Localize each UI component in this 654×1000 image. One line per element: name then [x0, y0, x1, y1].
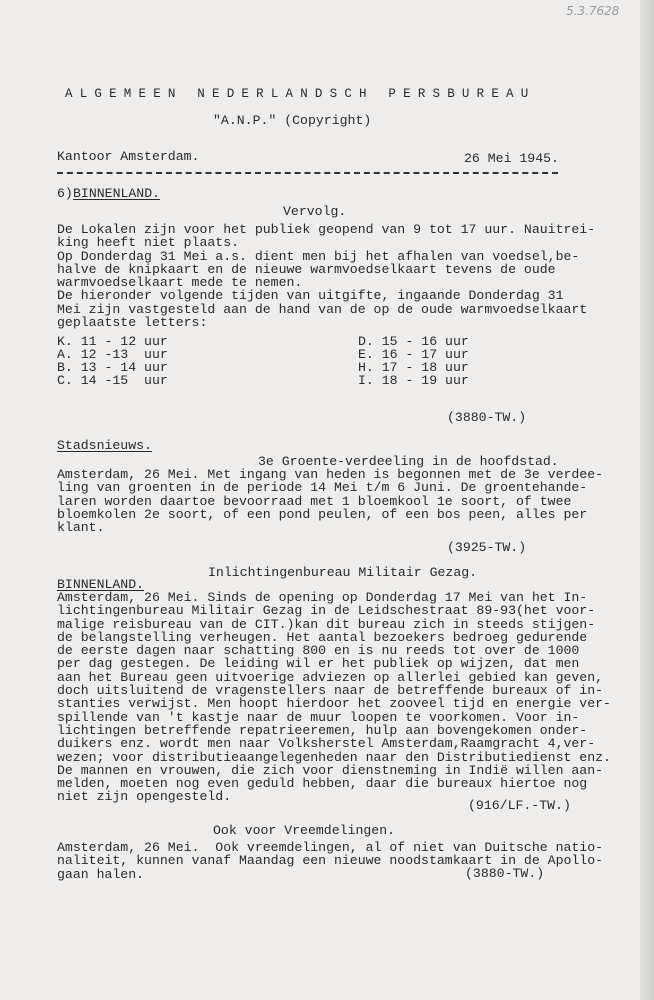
schedule-row: K. 11 - 12 uur [57, 334, 168, 349]
archive-mark: 5.3.7628 [566, 4, 620, 18]
schedule-row: E. 16 - 17 uur [358, 347, 469, 362]
reference-code: (3880-TW.) [465, 866, 545, 881]
agency-title: ALGEMEEN NEDERLANDSCH PERSBUREAU [65, 87, 536, 101]
schedule-row: I. 18 - 19 uur [358, 373, 469, 388]
subheading-vreemdelingen: Ook voor Vreemdelingen. [213, 823, 396, 838]
copyright-line: "A.N.P." (Copyright) [213, 113, 372, 128]
section-heading-stadsnieuws: Stadsnieuws. [57, 438, 152, 453]
section-heading-binnenland-2: BINNENLAND. [57, 577, 145, 592]
section-number: 6) [57, 186, 73, 201]
schedule-row: B. 13 - 14 uur [57, 360, 168, 375]
subheading-inlichtingenbureau: Inlichtingenbureau Militair Gezag. [208, 565, 478, 580]
office-label: Kantoor Amsterdam. [57, 149, 200, 164]
schedule-row: A. 12 -13 uur [57, 347, 168, 362]
schedule-row: C. 14 -15 uur [57, 373, 168, 388]
subheading-vervolg: Vervolg. [283, 204, 347, 219]
paragraph-vreemdelingen: Amsterdam, 26 Mei. Ook vreemdelingen, al of niet van Duitsche natio- naliteit, kunnen vanaf Maandag een nieuwe noodstamkaart in de Apollo- gaan halen. [57, 840, 604, 882]
dashed-divider [57, 172, 558, 174]
reference-code: (916/LF.-TW.) [468, 798, 571, 813]
subheading-groente: 3e Groente-verdeeling in de hoofdstad. [258, 454, 559, 469]
paragraph-groente: Amsterdam, 26 Mei. Met ingang van heden is begonnen met de 3e verdee- ling van groenten in de periode 14 Mei t/m 6 Juni. De groentehande- laren worden daartoe bevoorraad met 1 bloemkool 1e soort, of twee bloemkolen 2e soort, of een pond peulen, of een bos peen, alles per klant. [57, 467, 604, 536]
document-date: 26 Mei 1945. [464, 151, 559, 166]
schedule-row: D. 15 - 16 uur [358, 334, 469, 349]
reference-code: (3880-TW.) [447, 410, 527, 425]
reference-code: (3925-TW.) [447, 540, 527, 555]
page-edge [640, 0, 654, 1000]
section-heading-binnenland: BINNENLAND. [73, 186, 161, 201]
schedule-row: H. 17 - 18 uur [358, 360, 469, 375]
paragraph-inlichtingenbureau: Amsterdam, 26 Mei. Sinds de opening op Donderdag 17 Mei van het In- lichtingenbureau Militair Gezag in de Leidschestraat 89-93(het voor- malige reisbureau van de CIT.)kan dit bureau zich in steeds stijgen- de belangstelling verheugen. Het aantal bezoekers bedroeg gedurende de eerste dagen naar schatting 800 en is nu reeds tot over de 1000 per dag gestegen. De leiding wil er het publiek op wijzen, dat men aan het Bureau geen uitvoerige adviezen op allerlei gebied kan geven, doch uitsluitend de vragenstellers naar de betreffende bureaux of in- stanties verwijst. Men hoopt hierdoor het zooveel tijd en energie ver- spillende van 't kastje naar de muur loopen te voorkomen. Voor in- lichtingen betreffende repatrieeremen, hulp aan bovengekomen onder- duikers enz. wordt men naar Volksherstel Amsterdam,Raamgracht 4,ver- wezen; voor distributieaangelegenheden naar den Distributiedienst enz. De mannen en vrouwen, die zich voor dienstneming in Indië willen aan- melden, moeten nog even geduld hebben, daar die bureaux hiertoe nog niet zijn opengesteld. [57, 590, 611, 805]
paragraph-lokalen: De Lokalen zijn voor het publiek geopend van 9 tot 17 uur. Nauitrei- king heeft niet plaats. Op Donderdag 31 Mei a.s. dient men bij het afhalen van voedsel,be- halve de knipkaart en de nieuwe warmvoedselkaart tevens de oude warmvoedselkaart mede te nemen. De hieronder volgende tijden van uitgifte, ingaande Donderdag 31 Mei zijn vastgesteld aan de hand van de op de oude warmvoedselkaart geplaatste letters: [57, 222, 596, 331]
